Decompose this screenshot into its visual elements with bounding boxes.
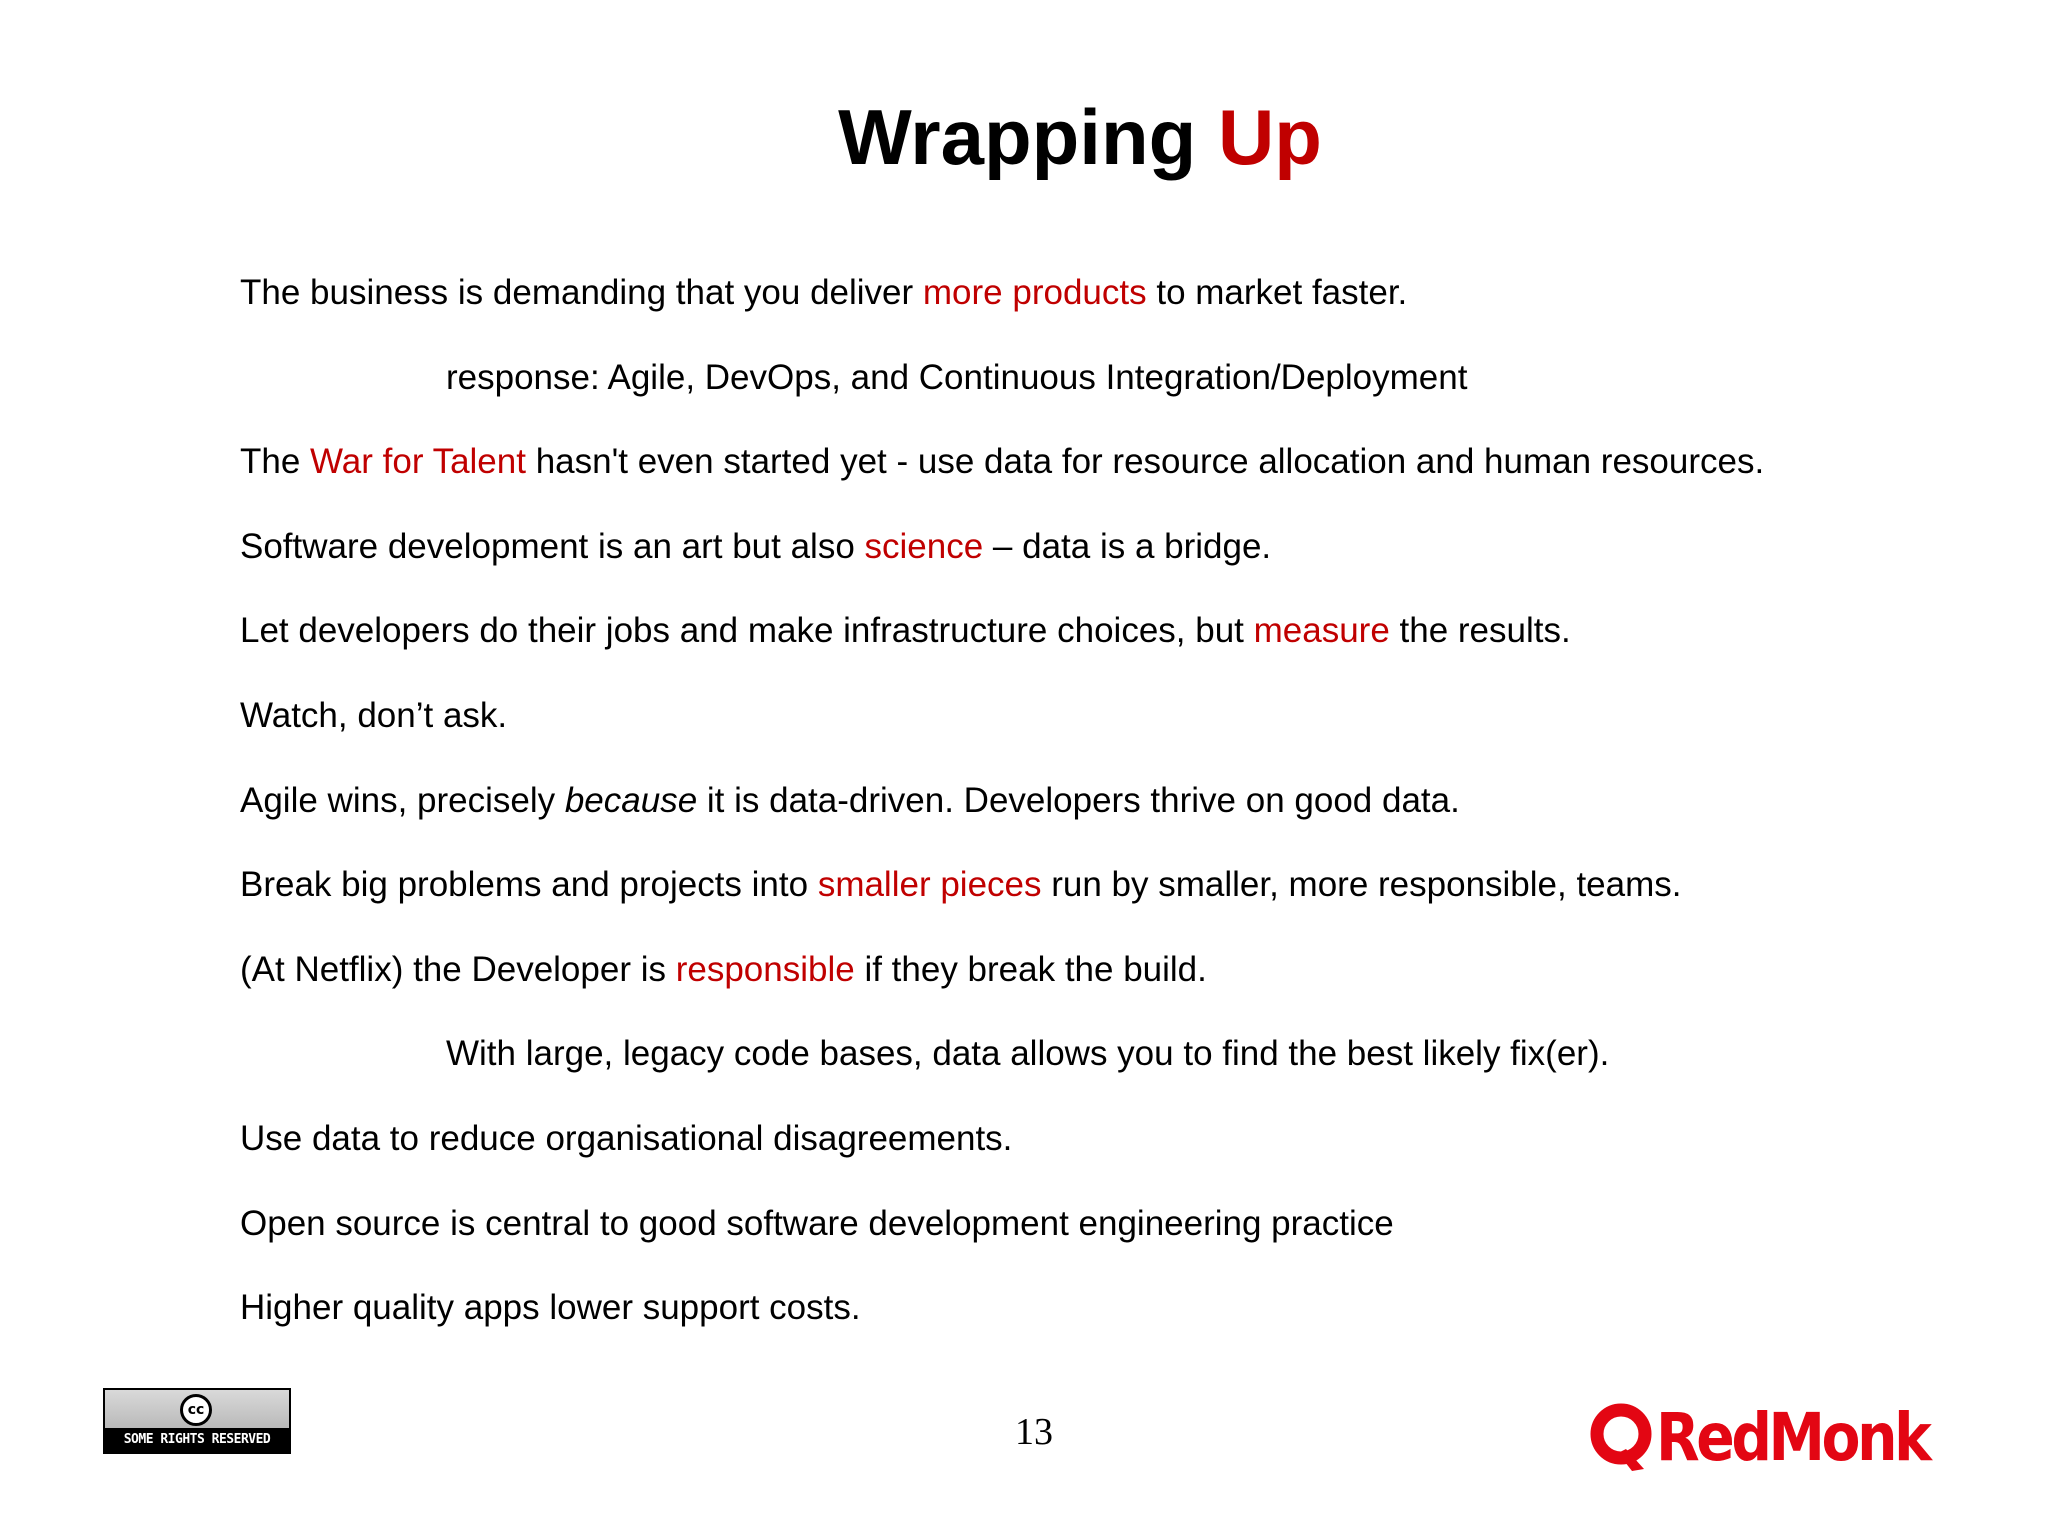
line-highlight: smaller pieces: [817, 865, 1042, 905]
text-line: [240, 272, 2020, 314]
cc-rights-label: SOME RIGHTS RESERVED: [105, 1428, 289, 1452]
text-line: [240, 949, 2020, 991]
line-highlight: War for Talent: [310, 442, 526, 482]
line-highlight: more products: [922, 273, 1147, 312]
page-number: 13: [1015, 1411, 1053, 1453]
line-text: Open source is central to good software development engineering practice: [240, 1203, 1394, 1243]
text-line: [240, 1203, 2020, 1245]
redmonk-logo: [1590, 1400, 1973, 1476]
line-highlight: responsible: [675, 949, 855, 989]
line-text: Software development is an art but also: [240, 526, 865, 566]
creative-commons-badge[interactable]: [103, 1388, 291, 1454]
text-line: [240, 610, 2020, 652]
text-line: [240, 357, 2020, 399]
line-text: the results.: [1389, 611, 1571, 651]
text-line: [240, 780, 2020, 822]
line-text: it is data-driven. Developers thrive on good data.: [697, 780, 1460, 820]
line-text: run by smaller, more responsible, teams.: [1041, 865, 1682, 905]
line-text: The: [240, 442, 311, 482]
cc-icon: cc: [180, 1394, 212, 1426]
line-emphasis: because: [564, 780, 698, 820]
text-line: [240, 1033, 2020, 1075]
line-text: Higher quality apps lower support costs.: [240, 1288, 861, 1328]
line-text: response: Agile, DevOps, and Continuous Integration/Deployment: [446, 357, 1468, 397]
slide-title: [0, 93, 2048, 181]
line-text: Break big problems and projects into: [240, 865, 818, 905]
text-line: [240, 695, 2020, 737]
body-text: [240, 272, 2020, 1372]
title-text: Wrapping: [838, 93, 1218, 181]
line-text: With large, legacy code bases, data allows you to find the best likely fix(er).: [446, 1034, 1610, 1074]
line-text: to market faster.: [1146, 273, 1408, 312]
redmonk-logo-text: RedMonk: [1656, 1399, 1929, 1476]
title-accent-text: Up: [1217, 93, 1322, 181]
text-line: [240, 1118, 2020, 1160]
line-text: The business is demanding that you deliver: [240, 273, 923, 312]
text-line: [240, 526, 2020, 568]
text-line: [240, 864, 2020, 906]
line-text: (At Netflix) the Developer is: [240, 949, 676, 989]
line-text: Watch, don’t ask.: [240, 695, 508, 735]
line-text: Agile wins, precisely: [240, 780, 565, 820]
text-line: [240, 1287, 2020, 1329]
line-text: Use data to reduce organisational disagreements.: [240, 1118, 1013, 1158]
line-highlight: science: [864, 526, 984, 566]
line-text: if they break the build.: [854, 949, 1207, 989]
line-text: – data is a bridge.: [983, 526, 1272, 566]
text-line: [240, 441, 2020, 483]
redmonk-logo-icon: [1590, 1403, 1652, 1473]
line-text: hasn't even started yet - use data for resource allocation and human resources.: [525, 442, 1765, 482]
line-text: Let developers do their jobs and make infrastructure choices, but: [240, 611, 1254, 651]
line-highlight: measure: [1253, 611, 1390, 651]
